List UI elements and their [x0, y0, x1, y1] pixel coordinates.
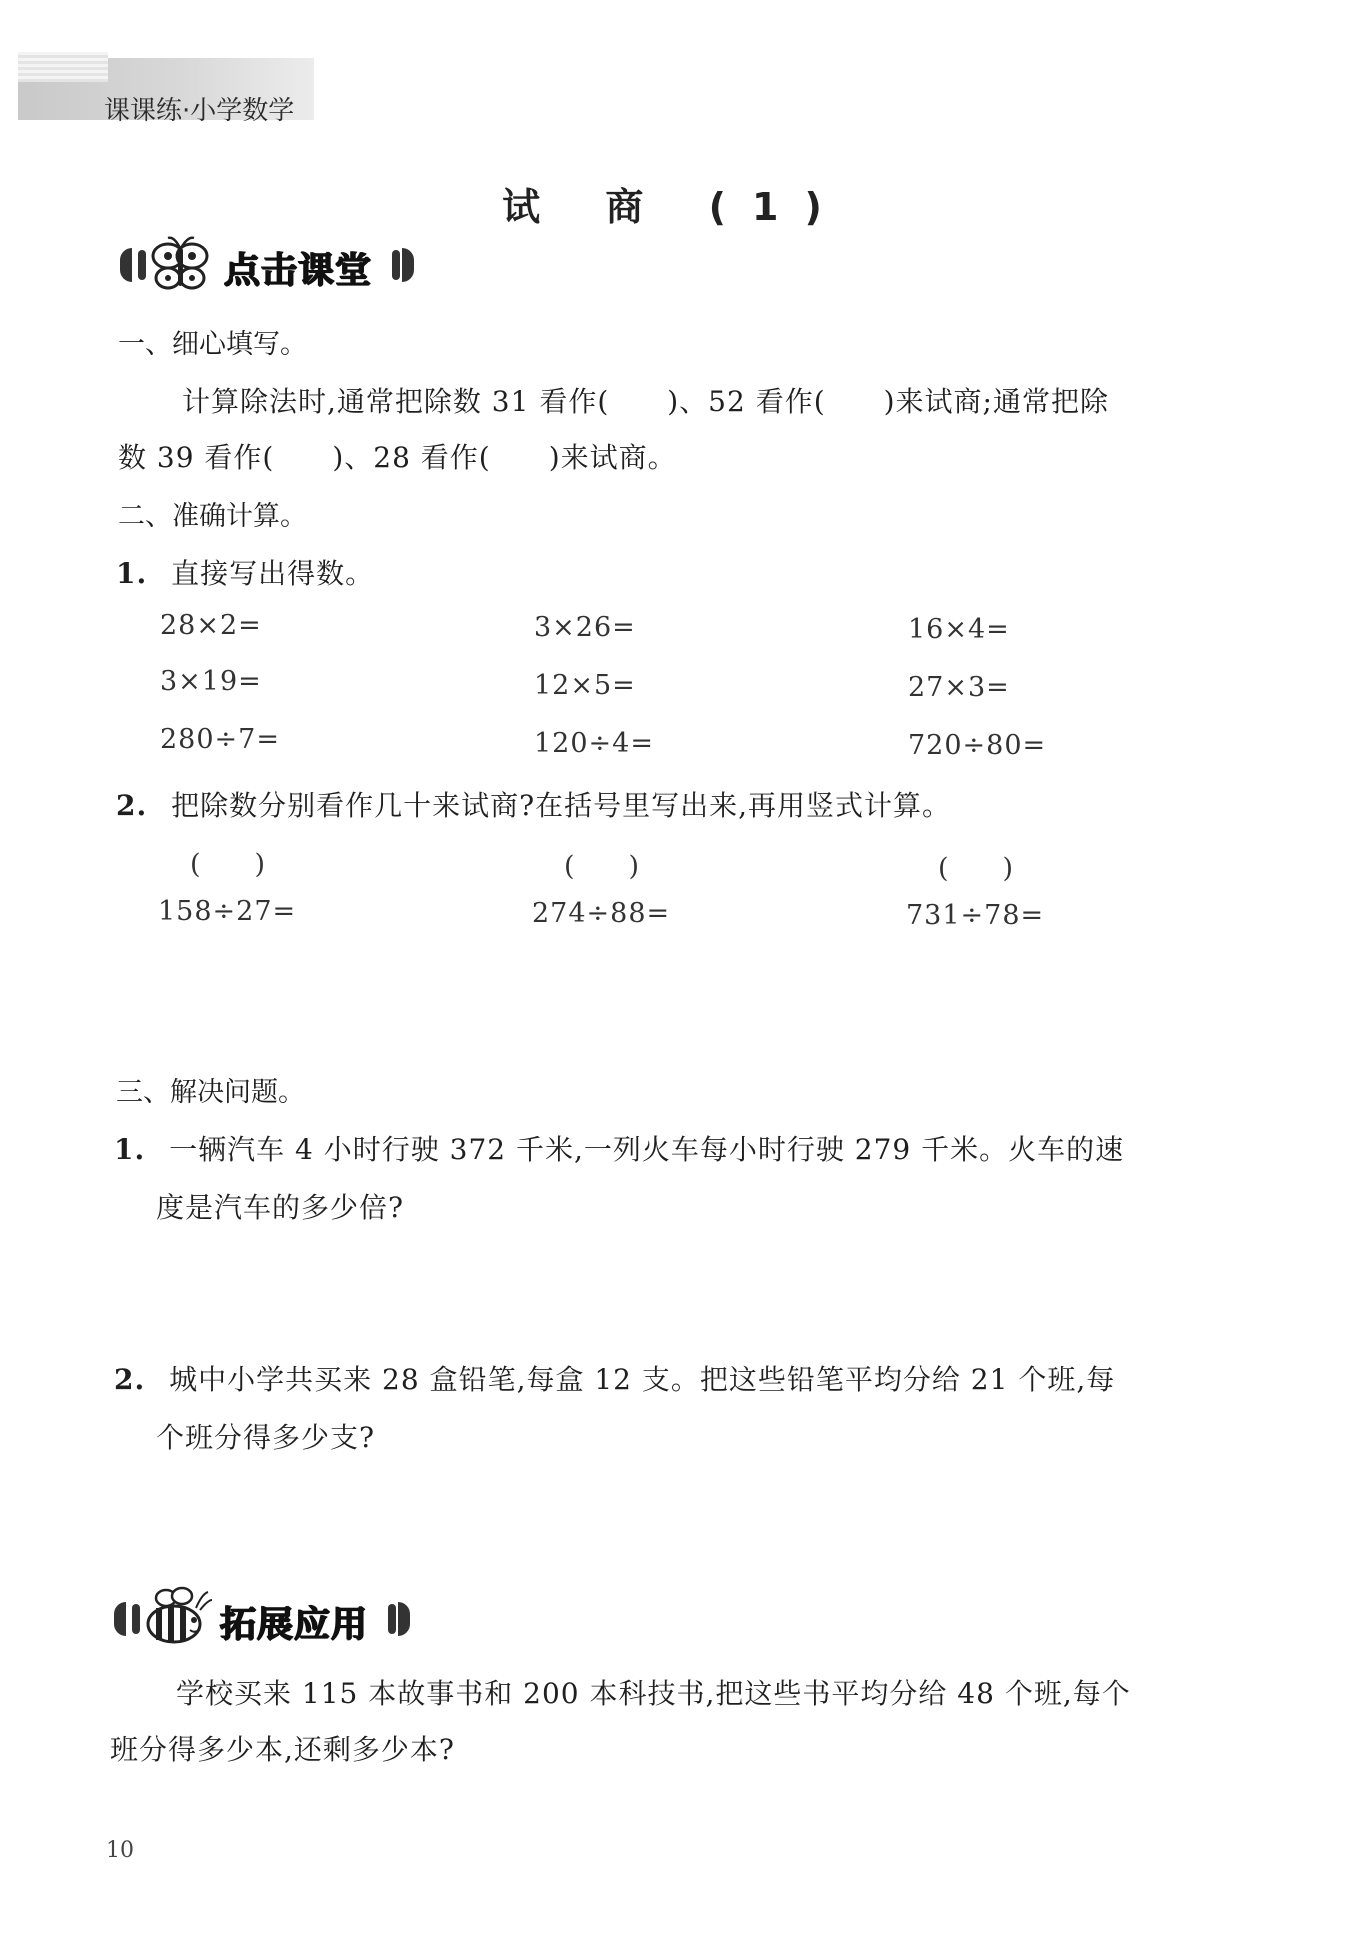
bee-icon: [142, 1584, 212, 1650]
problem1-line2: 度是汽车的多少倍?: [156, 1191, 405, 1224]
header-band-texture: [18, 52, 108, 82]
part1-heading: 一、细心填写。: [118, 329, 307, 360]
extension-line1: 学校买来 115 本故事书和 200 本科技书,把这些书平均分给 48 个班,每个: [176, 1677, 1131, 1710]
part3-heading: 三、解决问题。: [116, 1077, 305, 1108]
section-label-classroom: 点击课堂: [224, 250, 373, 291]
banner-left-bar: [138, 250, 146, 280]
problem1-text: 一辆汽车 4 小时行驶 372 千米,一列火车每小时行驶 279 千米。火车的速: [169, 1133, 1125, 1166]
calc-item: 16×4=: [908, 614, 1010, 645]
banner-left-cap: [114, 1602, 126, 1636]
section-banner-extension: [108, 1594, 418, 1648]
problem2-line2: 个班分得多少支?: [156, 1421, 376, 1454]
problem1-line1: [114, 1128, 1124, 1168]
calc-item: 3×19=: [160, 666, 262, 697]
part1-line2: 数 39 看作( )、28 看作( )来试商。: [118, 441, 677, 474]
q1-number: 1.: [116, 557, 148, 590]
division-item: 158÷27=: [158, 896, 297, 927]
series-title: 课课练·小学数学: [104, 96, 295, 126]
calc-item: 28×2=: [160, 610, 262, 641]
problem2-line1: [114, 1358, 1115, 1398]
division-item: 274÷88=: [532, 898, 671, 929]
q2-line: [116, 784, 951, 824]
section-banner-classroom: [112, 240, 422, 294]
banner-left-bar: [132, 1604, 140, 1634]
calc-item: 720÷80=: [908, 730, 1047, 761]
calc-item: 280÷7=: [160, 724, 280, 755]
page-title: 试 商 (1): [502, 185, 848, 229]
banner-right-bar: [392, 250, 400, 280]
butterfly-icon: [148, 234, 214, 296]
page-number: 10: [106, 1838, 134, 1863]
q1-line: [116, 552, 374, 592]
division-item: 731÷78=: [906, 900, 1045, 931]
banner-right-bar: [388, 1604, 396, 1634]
banner-left-cap: [120, 248, 132, 282]
banner-right-cap: [402, 248, 414, 282]
q1-text: 直接写出得数。: [171, 557, 375, 590]
extension-line2: 班分得多少本,还剩多少本?: [110, 1733, 455, 1766]
q2-text: 把除数分别看作几十来试商?在括号里写出来,再用竖式计算。: [171, 789, 952, 822]
problem2-text: 城中小学共买来 28 盒铅笔,每盒 12 支。把这些铅笔平均分给 21 个班,每: [169, 1363, 1116, 1396]
problem2-number: 2.: [114, 1363, 146, 1396]
calc-item: 120÷4=: [534, 728, 654, 759]
part1-line1: 计算除法时,通常把除数 31 看作( )、52 看作( )来试商;通常把除: [182, 385, 1109, 418]
problem1-number: 1.: [114, 1133, 146, 1166]
banner-right-cap: [398, 1602, 410, 1636]
answer-parentheses: ( ): [190, 849, 266, 880]
answer-parentheses: ( ): [564, 851, 640, 882]
calc-item: 12×5=: [534, 670, 636, 701]
part2-heading: 二、准确计算。: [118, 501, 307, 532]
section-label-extension: 拓展应用: [220, 1604, 369, 1645]
q2-number: 2.: [116, 789, 148, 822]
calc-item: 27×3=: [908, 672, 1010, 703]
calc-item: 3×26=: [534, 612, 636, 643]
answer-parentheses: ( ): [938, 853, 1014, 884]
